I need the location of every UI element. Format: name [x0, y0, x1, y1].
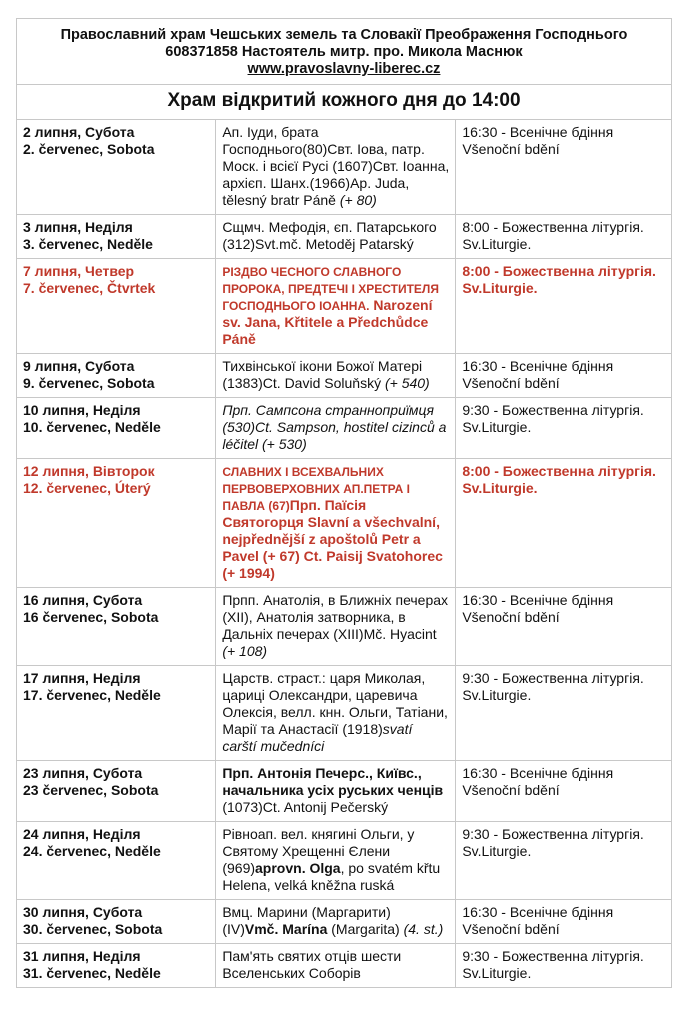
open-notice: Храм відкритий кожного дня до 14:00 — [17, 85, 672, 120]
saint-cell — [216, 259, 456, 354]
saint-text: Рівноап. вел. княгині Ольги, у Святому Хрещенні Єлени (969) — [222, 826, 415, 876]
saint-bold: aprovn. Olga — [255, 860, 341, 876]
feast-title-caps: СЛАВНИХ І ВСЕХВАЛЬНИХ ПЕРВОВЕРХОВНИХ АП.ПЕТРА І ПАВЛА (67) — [222, 465, 410, 513]
table-row — [17, 666, 672, 761]
date-cz: 23 červenec, Sobota — [23, 782, 159, 798]
service-cell: 16:30 - Всенічне бдіння Všenoční bdění — [456, 354, 672, 398]
table-row — [17, 900, 672, 944]
date-cz: 31. červenec, Neděle — [23, 965, 161, 981]
saint-text: Пам'ять святих отців шести Вселенських Соборів — [222, 948, 402, 981]
saint-italic: (+ 540) — [384, 375, 430, 391]
date-cell — [17, 944, 216, 988]
date-cell — [17, 900, 216, 944]
service-cell: 9:30 - Божественна літургія. Sv.Liturgie. — [456, 666, 672, 761]
service-cell: 16:30 - Всенічне бдіння Všenoční bdění — [456, 900, 672, 944]
date-ua: 16 липня, Субота — [23, 592, 143, 608]
saint-text: Ап. Іуди, брата Господнього(80)Свт. Іова, патр. Моск. і всієї Русі (1607)Свт. Іоанна, архієп. Шанх.(1966)Ap. Juda, tělesný bratr Páně — [222, 124, 450, 208]
saint-tail: (Margarita) — [327, 921, 404, 937]
table-row — [17, 120, 672, 215]
date-ua: 24 липня, Неділя — [23, 826, 141, 842]
header-row — [17, 19, 672, 85]
table-row — [17, 761, 672, 822]
date-cell — [17, 259, 216, 354]
feast-title: Прп. Паїсія Святогорця Slavní a všechvalní, nejpřednější z apoštolů Petr a Pavel (+ 67) Ct. Paisij Svatohorec (+ 1994) — [222, 497, 443, 581]
saint-cell — [216, 900, 456, 944]
table-row — [17, 398, 672, 459]
service-cell: 9:30 - Божественна літургія. Sv.Liturgie. — [456, 822, 672, 900]
date-cz: 2. červenec, Sobota — [23, 141, 155, 157]
saint-text: (1073)Ct. Antonij Pečerský — [222, 799, 389, 815]
saint-bold: Прп. Антонія Печерс., Київс., начальника усіх руських ченців — [222, 765, 444, 798]
table-row — [17, 822, 672, 900]
date-cz: 9. červenec, Sobota — [23, 375, 155, 391]
date-cell — [17, 459, 216, 588]
date-ua: 30 липня, Субота — [23, 904, 143, 920]
date-cz: 10. červenec, Neděle — [23, 419, 161, 435]
saint-cell — [216, 944, 456, 988]
saint-text: Вмц. Марини (Маргарити) (IV) — [222, 904, 391, 937]
saint-italic: (+ 108) — [222, 643, 268, 659]
table-row-feast — [17, 259, 672, 354]
date-cz: 30. červenec, Sobota — [23, 921, 163, 937]
saint-bold: Vmč. Marína — [244, 921, 328, 937]
church-header — [17, 19, 672, 85]
date-ua: 2 липня, Субота — [23, 124, 135, 140]
saint-cell — [216, 120, 456, 215]
service-cell: 8:00 - Божественна літургія. Sv.Liturgie. — [456, 215, 672, 259]
service-cell: 8:00 - Божественна літургія. Sv.Liturgie. — [456, 259, 672, 354]
saint-cell: Прп. Сампсона странноприїмця (530)Ct. Sampson, hostitel cizinců a léčitel (+ 530) — [216, 398, 456, 459]
church-website-link[interactable]: www.pravoslavny-liberec.cz — [247, 61, 441, 77]
service-cell: 16:30 - Всенічне бдіння Všenoční bdění — [456, 120, 672, 215]
table-row — [17, 588, 672, 666]
service-cell: 9:30 - Божественна літургія. Sv.Liturgie. — [456, 944, 672, 988]
service-cell: 16:30 - Всенічне бдіння Všenoční bdění — [456, 761, 672, 822]
saint-cell — [216, 354, 456, 398]
service-cell: 8:00 - Божественна літургія. Sv.Liturgie. — [456, 459, 672, 588]
date-ua: 7 липня, Четвер — [23, 263, 135, 279]
date-cell — [17, 822, 216, 900]
service-cell: 9:30 - Божественна літургія. Sv.Liturgie. — [456, 398, 672, 459]
date-cell — [17, 588, 216, 666]
feast-title: Narození sv. Jana, Křtitele a Předchůdce Páně — [222, 297, 433, 347]
saint-cell — [216, 666, 456, 761]
date-cz: 16 červenec, Sobota — [23, 609, 159, 625]
saint-tail: , po svatém křtu Helena, velká kněžna ruská — [222, 860, 441, 893]
date-cz: 17. červenec, Neděle — [23, 687, 161, 703]
schedule-table — [16, 18, 672, 988]
date-cell — [17, 120, 216, 215]
saint-text: Сщмч. Мефодія, єп. Патарського (312)Svt.mč. Metoděj Patarský — [222, 219, 437, 252]
date-cz: 3. červenec, Neděle — [23, 236, 153, 252]
church-contact: 608371858 Настоятель митр. про. Микола Маснюк — [165, 44, 523, 60]
date-cz: 12. červenec, Úterý — [23, 480, 151, 496]
date-ua: 17 липня, Неділя — [23, 670, 141, 686]
open-notice-row — [17, 85, 672, 120]
saint-cell — [216, 459, 456, 588]
saint-italic: (+ 80) — [339, 192, 377, 208]
date-ua: 9 липня, Субота — [23, 358, 135, 374]
saint-text: Царств. страст.: царя Миколая, цариці Олександри, царевича Олексія, велл. кнн. Ольги, Татіани, Марії та Анастасії (1918) — [222, 670, 448, 737]
saint-cell — [216, 215, 456, 259]
date-ua: 23 липня, Субота — [23, 765, 143, 781]
date-cz: 7. červenec, Čtvrtek — [23, 280, 156, 296]
church-name: Православний храм Чешських земель та Словакії Преображення Господнього — [60, 27, 628, 43]
saint-text: Тихвінської ікони Божої Матері (1383)Ct. David Soluňský — [222, 358, 423, 391]
date-cell — [17, 215, 216, 259]
table-row — [17, 354, 672, 398]
date-cell — [17, 354, 216, 398]
saint-text: Прпп. Анатолія, в Ближніх печерах (XII), Анатолія затворника, в Дальніх печерах (XIII)Mč. Hyacint — [222, 592, 449, 642]
saint-italic: (4. st.) — [403, 921, 444, 937]
feast-title-caps: РІЗДВО ЧЕСНОГО СЛАВНОГО ПРОРОКА, ПРЕДТЕЧІ І ХРЕСТИТЕЛЯ ГОСПОДНЬОГО ІОАННА. — [222, 265, 439, 313]
saint-cell — [216, 588, 456, 666]
date-ua: 31 липня, Неділя — [23, 948, 141, 964]
saint-cell — [216, 761, 456, 822]
date-cell — [17, 666, 216, 761]
date-ua: 10 липня, Неділя — [23, 402, 141, 418]
saint-italic: svatí carští mučedníci — [222, 721, 413, 754]
table-row — [17, 944, 672, 988]
date-cell — [17, 761, 216, 822]
date-cell — [17, 398, 216, 459]
date-ua: 3 липня, Неділя — [23, 219, 133, 235]
schedule-sheet — [16, 18, 672, 988]
saint-cell — [216, 822, 456, 900]
date-ua: 12 липня, Вівторок — [23, 463, 155, 479]
table-row — [17, 215, 672, 259]
service-cell: 16:30 - Всенічне бдіння Všenoční bdění — [456, 588, 672, 666]
table-row-feast — [17, 459, 672, 588]
date-cz: 24. červenec, Neděle — [23, 843, 161, 859]
